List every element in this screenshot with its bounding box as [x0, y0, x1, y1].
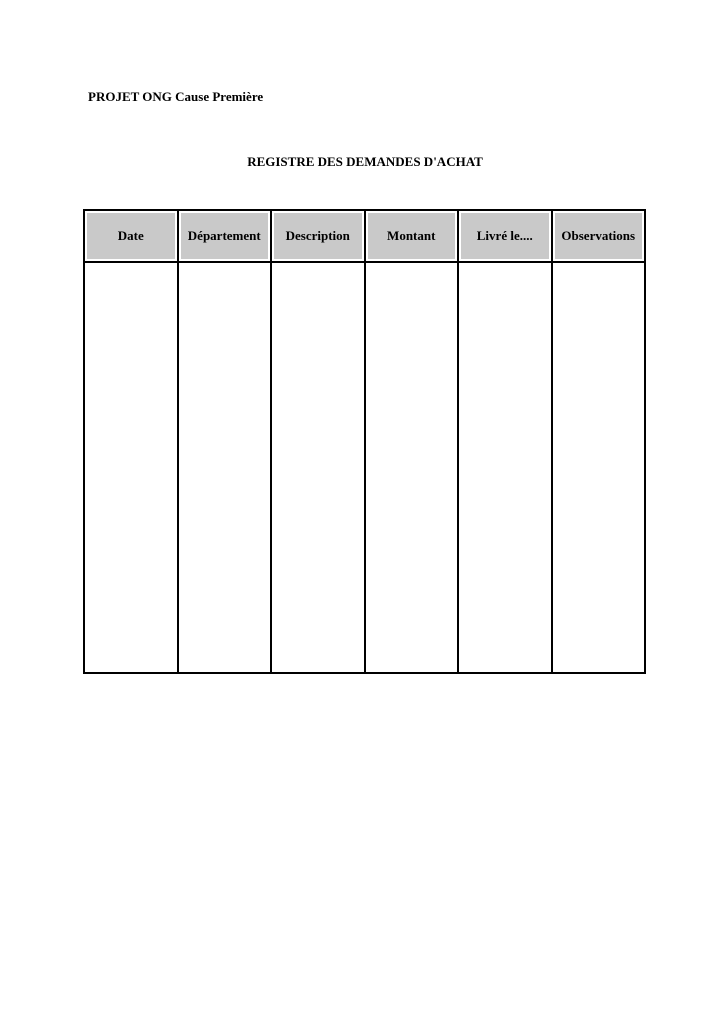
- column-header-delivered-on: Livré le....: [458, 210, 552, 262]
- purchase-request-register-table: [83, 209, 646, 674]
- delivered-on-cell[interactable]: [458, 262, 552, 673]
- project-title: PROJET ONG Cause Première: [88, 89, 264, 104]
- description-cell[interactable]: [271, 262, 365, 673]
- date-cell[interactable]: [84, 262, 178, 673]
- column-header-description: Description: [271, 210, 365, 262]
- column-header-observations: Observations: [552, 210, 646, 262]
- column-header-amount: Montant: [365, 210, 459, 262]
- register-title-text: REGISTRE DES DEMANDES D'ACHAT: [247, 154, 483, 169]
- register-table-body: [84, 262, 645, 673]
- table-row: [84, 262, 645, 673]
- column-header-date: Date: [84, 210, 178, 262]
- register-title: [0, 154, 728, 170]
- amount-cell[interactable]: [365, 262, 459, 673]
- register-header-row: [84, 210, 645, 262]
- observations-cell[interactable]: [552, 262, 646, 673]
- column-header-department: Département: [178, 210, 272, 262]
- register-table-header: [84, 210, 645, 262]
- department-cell[interactable]: [178, 262, 272, 673]
